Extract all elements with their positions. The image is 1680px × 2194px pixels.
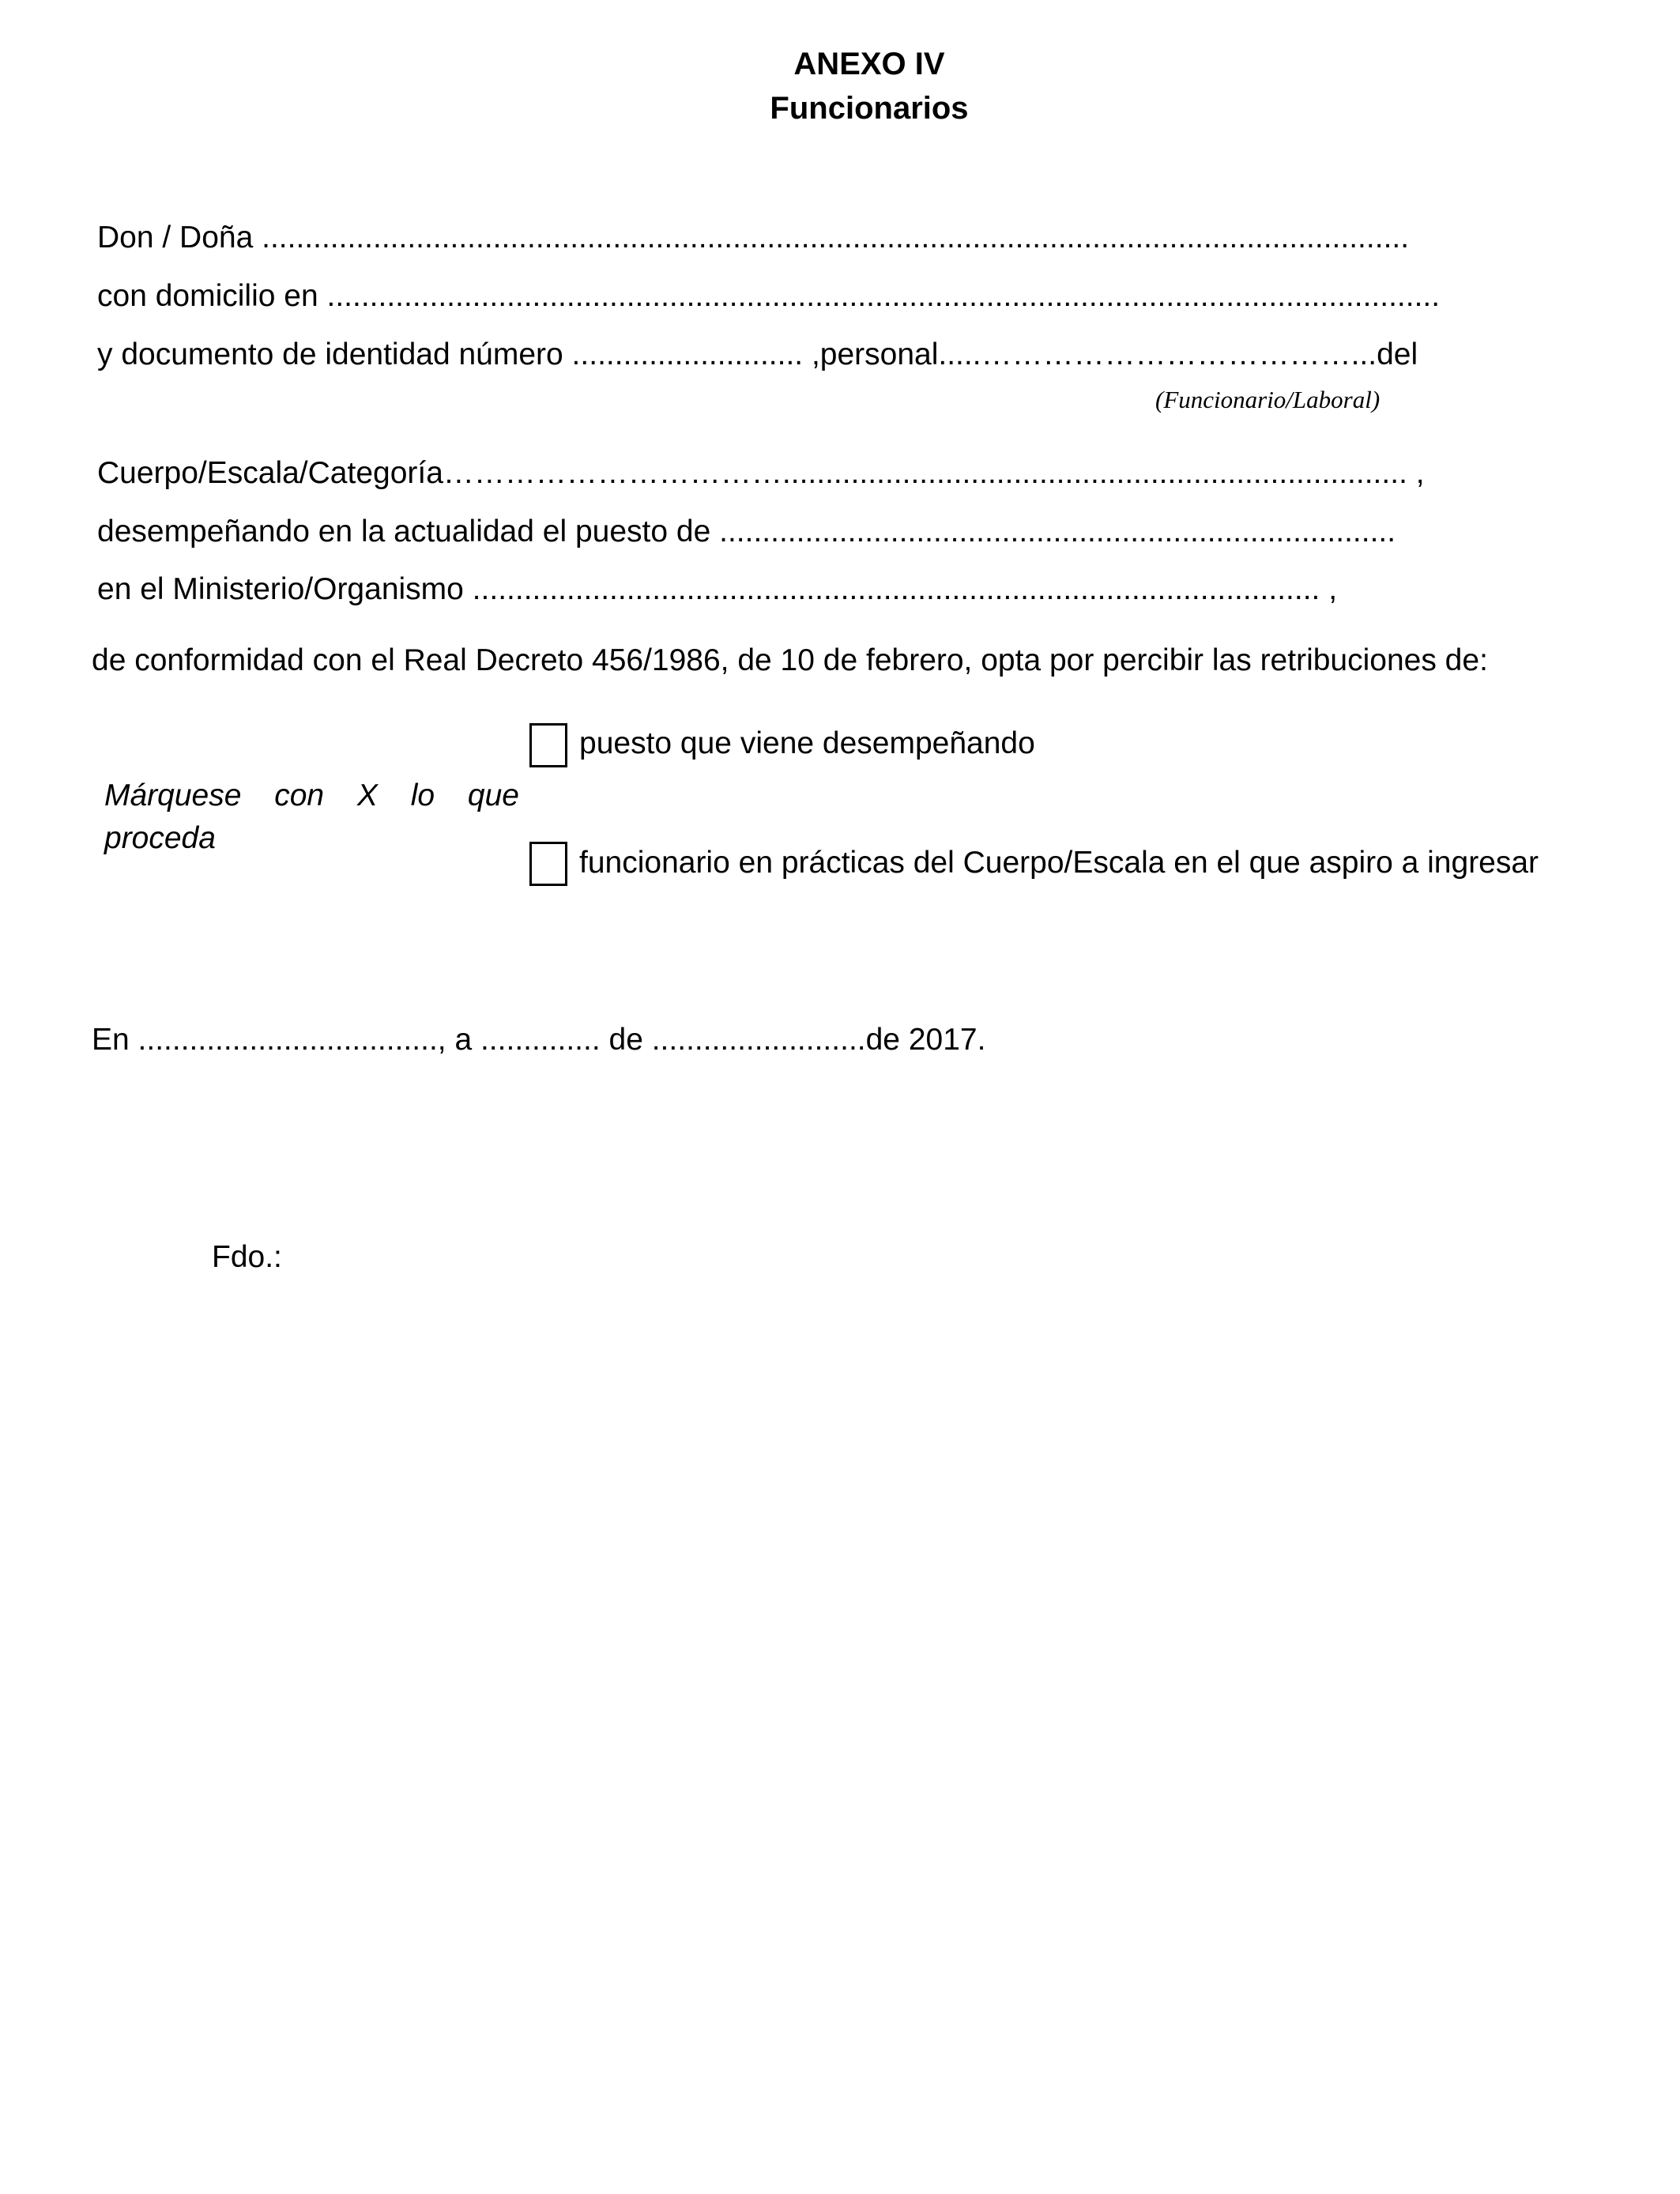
personnel-type-note: (Funcionario/Laboral) [1155,386,1381,413]
address-line: con domicilio en .................................................................................................................................. [97,279,1441,313]
option-current-post-label: puesto que viene desempeñando [579,726,1035,760]
body-scale-line: Cuerpo/Escala/Categoría……………………………......................................................................... , [97,456,1425,490]
marking-instruction: Márquese con X lo que proceda [104,778,519,855]
place-date-line: En ..................................., a .............. de .........................de 2017. [92,1023,986,1057]
option-trainee-checkbox[interactable] [529,842,567,886]
id-personnel-line: y documento de identidad número ........................... ,personal.....………………………………...del [97,337,1418,371]
royal-decree-line: de conformidad con el Real Decreto 456/1986, de 10 de febrero, opta por percibir las retribuciones de: [92,643,1488,677]
option-trainee-label: funcionario en prácticas del Cuerpo/Escala en el que aspiro a ingresar [579,846,1539,880]
ministry-line: en el Ministerio/Organismo ................................................................................................... , [97,572,1338,606]
annex-subtitle: Funcionarios [770,91,969,126]
current-post-line: desempeñando en la actualidad el puesto de ............................................................................... [97,515,1396,548]
annex-title: ANEXO IV [793,47,945,81]
signature-label: Fdo.: [212,1240,282,1274]
name-line: Don / Doña ...................................................................................................................................... [97,221,1410,254]
option-current-post-checkbox[interactable] [529,723,567,767]
